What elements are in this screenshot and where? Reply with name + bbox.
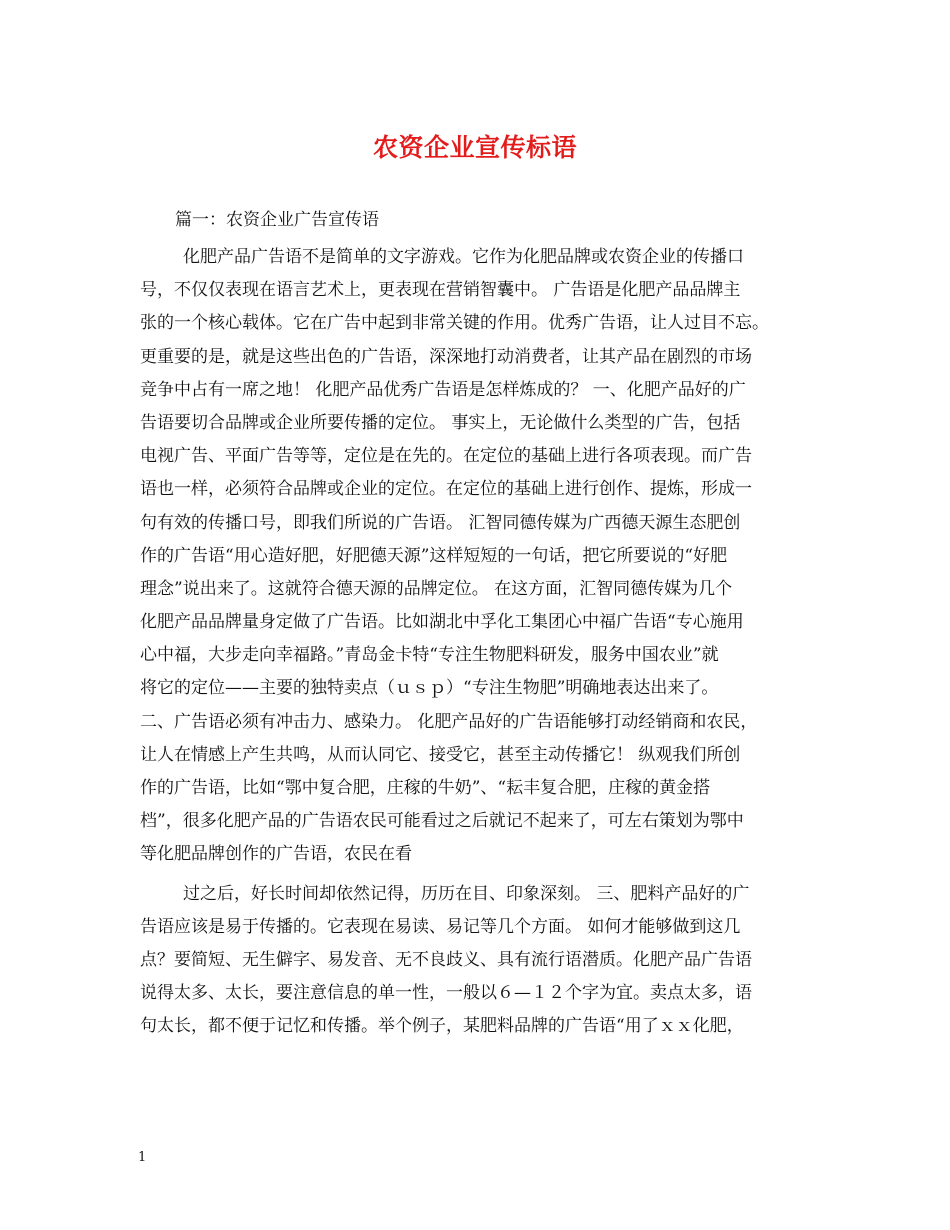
text-line: 点？要简短、无生僻字、易发音、无不良歧义、具有流行语潜质。化肥产品广告语 [140, 949, 752, 970]
section-heading: 篇一：农资企业广告宣传语 [175, 210, 379, 230]
text-line: 等化肥品牌创作的广告语，农民在看 [140, 844, 412, 865]
text-line: 说得太多、太长，要注意信息的单一性，一般以６—１２个字为宜。卖点太多，语 [140, 983, 752, 1004]
text-line: 张的一个核心载体。它在广告中起到非常关键的作用。优秀广告语，让人过目不忘。 [140, 313, 769, 334]
text-line: 化肥产品品牌量身定做了广告语。比如湖北中孚化工集团心中福广告语“专心施用 [140, 612, 744, 633]
text-line: 句太长，都不便于记忆和传播。举个例子，某肥料品牌的广告语“用了ｘｘ化肥， [140, 1016, 744, 1037]
text-line: 号，不仅仅表现在语言艺术上，更表现在营销智囊中。 广告语是化肥产品品牌主 [140, 280, 741, 301]
text-line: 将它的定位——主要的独特卖点（ｕｓｐ）“专注生物肥”明确地表达出来了。 [140, 678, 719, 699]
body-text [140, 241, 820, 1044]
text-line: 心中福，大步走向幸福路。”青岛金卡特“专注生物肥料研发，服务中国农业”就 [140, 645, 719, 666]
text-line: 二、广告语必须有冲击力、感染力。 化肥产品好的广告语能够打动经销商和农民， [140, 711, 758, 732]
text-line: 句有效的传播口号，即我们所说的广告语。 汇智同德传媒为广西德天源生态肥创 [140, 512, 741, 533]
text-line: 电视广告、平面广告等等，定位是在先的。在定位的基础上进行各项表现。而广告 [140, 446, 752, 467]
text-line: 告语应该是易于传播的。它表现在易读、易记等几个方面。 如何才能够做到这几 [140, 916, 741, 937]
text-line: 理念”说出来了。这就符合德天源的品牌定位。 在这方面，汇智同德传媒为几个 [140, 578, 733, 599]
text-line: 更重要的是，就是这些出色的广告语，深深地打动消费者，让其产品在剧烈的市场 [140, 346, 752, 367]
page-number: 1 [138, 1150, 147, 1165]
text-line: 化肥产品广告语不是简单的文字游戏。它作为化肥品牌或农资企业的传播口 [183, 247, 744, 267]
text-line: 竞争中占有一席之地！ 化肥产品优秀广告语是怎样炼成的？ 一、化肥产品好的广 [140, 379, 746, 400]
text-line: 档”，很多化肥产品的广告语农民可能看过之后就记不起来了，可左右策划为鄂中 [140, 811, 744, 832]
text-line: 过之后，好长时间却依然记得，历历在目、印象深刻。 三、肥料产品好的广 [183, 883, 750, 904]
text-line: 作的广告语，比如“鄂中复合肥，庄稼的牛奶”、“耘丰复合肥，庄稼的黄金搭 [140, 778, 711, 798]
document-title: 农资企业宣传标语 [372, 133, 577, 162]
text-line: 作的广告语“用心造好肥，好肥德天源”这样短短的一句话，把它所要说的“好肥 [140, 545, 728, 566]
text-line: 告语要切合品牌或企业所要传播的定位。 事实上，无论做什么类型的广告，包括 [140, 412, 741, 433]
text-line: 让人在情感上产生共鸣，从而认同它、接受它，甚至主动传播它！ 纵观我们所创 [140, 744, 741, 765]
text-line: 语也一样，必须符合品牌或企业的定位。在定位的基础上进行创作、提炼，形成一 [140, 479, 752, 500]
